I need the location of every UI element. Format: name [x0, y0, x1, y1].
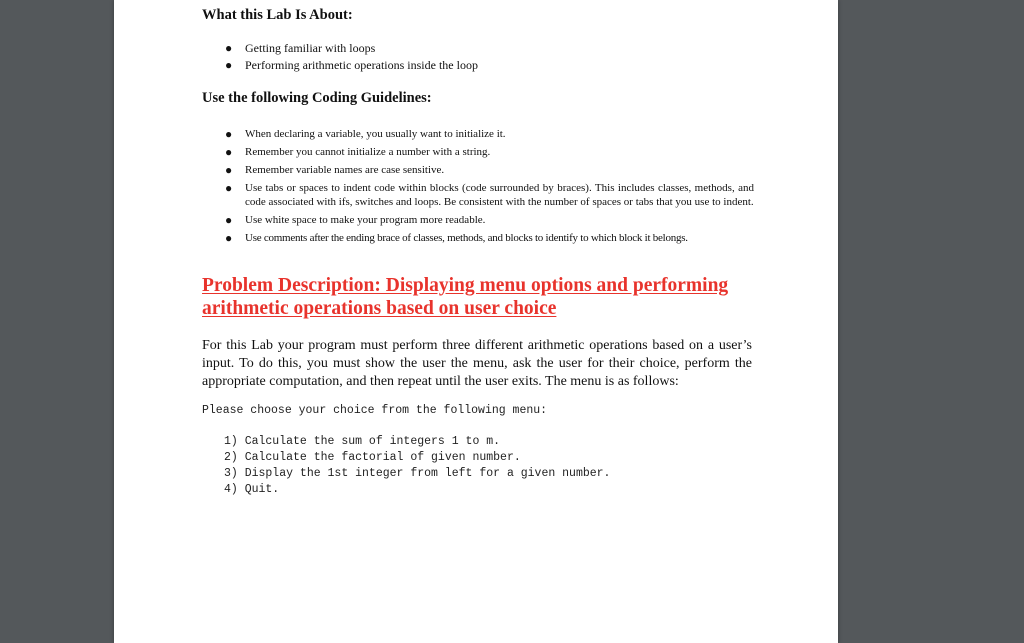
bullet-icon: ●	[225, 58, 233, 72]
list-item: ● Getting familiar with loops	[225, 41, 376, 55]
guidelines-list	[202, 127, 754, 245]
list-item: ● Performing arithmetic operations inside the loop	[225, 58, 478, 72]
list-item: ● Use tabs or spaces to indent code within blocks (code surrounded by braces). This includes classes, methods, and code associated with ifs, switches and loops. Be consistent with the number of spaces or tabs that you use to indent.	[225, 181, 754, 208]
bullet-icon: ●	[225, 145, 233, 159]
menu-option: 2) Calculate the factorial of given number.	[224, 451, 521, 464]
menu-prompt: Please choose your choice from the following menu:	[202, 404, 548, 417]
about-heading: What this Lab Is About:	[202, 7, 353, 23]
menu-option: 4) Quit.	[224, 483, 280, 496]
bullet-icon: ●	[225, 213, 233, 227]
list-item: ● Use comments after the ending brace of classes, methods, and blocks to identify to which block it belongs.	[225, 231, 688, 245]
guidelines-heading: Use the following Coding Guidelines:	[202, 90, 432, 106]
bullet-icon: ●	[225, 231, 232, 245]
problem-heading: Problem Description: Displaying menu options and performing arithmetic operations based on user choice	[202, 275, 729, 319]
about-list	[202, 41, 478, 72]
bullet-icon: ●	[225, 181, 233, 195]
bullet-icon: ●	[225, 127, 233, 141]
problem-description: For this Lab your program must perform three different arithmetic operations based on a user’s input. To do this, you must show the user the menu, ask the user for their choice, perform the appropriate computation, and then repeat until the user exits. The menu is as follows:	[202, 338, 752, 389]
bullet-icon: ●	[225, 41, 233, 55]
menu-option: 3) Display the 1st integer from left for a given number.	[224, 467, 611, 480]
list-item: ● Use white space to make your program more readable.	[225, 213, 486, 227]
list-item: ● Remember variable names are case sensitive.	[225, 163, 445, 177]
document-page	[114, 0, 838, 643]
list-item: ● Remember you cannot initialize a number with a string.	[225, 145, 491, 159]
menu-list	[224, 434, 610, 498]
bullet-icon: ●	[225, 163, 233, 177]
list-item: ● When declaring a variable, you usually want to initialize it.	[225, 127, 506, 141]
menu-option: 1) Calculate the sum of integers 1 to m.	[224, 435, 501, 448]
